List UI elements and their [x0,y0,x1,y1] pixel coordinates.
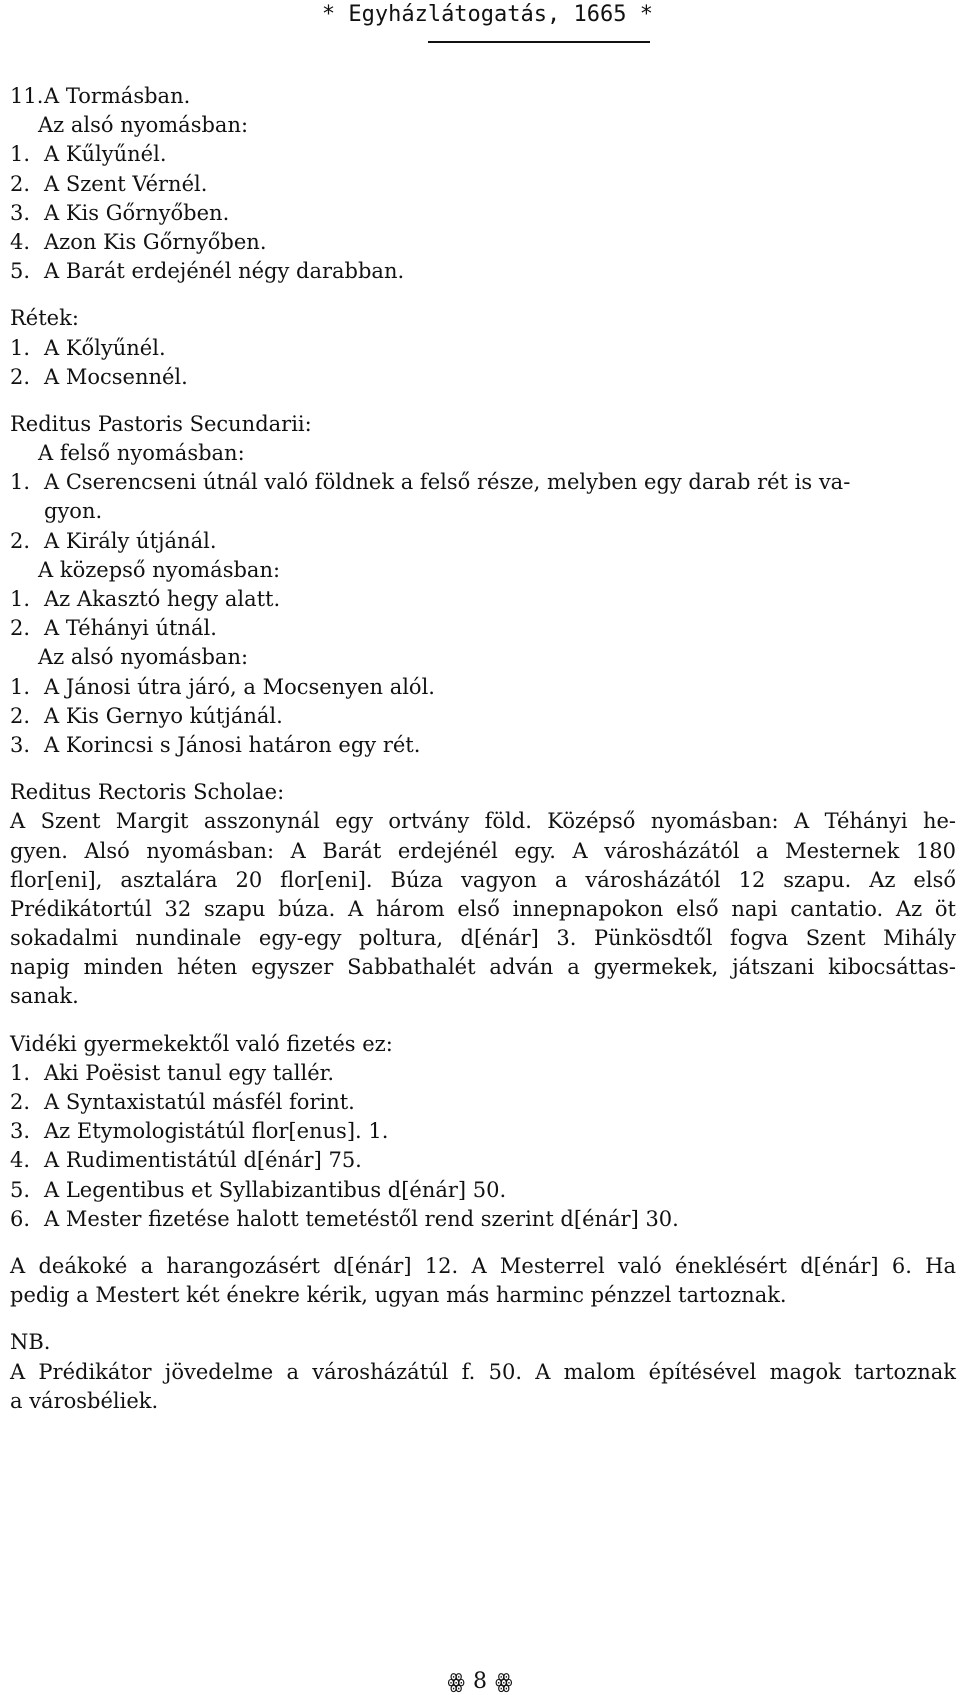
paragraph-line: A deákoké a harangozásért d[énár] 12. A Mesterrel való éneklésért d[énár] 6. Ha [10,1253,956,1278]
paragraph [10,1358,956,1416]
subheading: Az alsó nyomásban: [38,645,249,670]
spacer [10,1012,956,1030]
page-footer [0,1668,960,1695]
section-pastor [10,410,956,760]
header-rule [428,41,650,43]
section-retek [10,304,956,392]
section-heading: NB. [10,1330,51,1355]
list-item [10,1205,956,1234]
item-number: 5. [10,259,31,284]
subheading: Az alsó nyomásban: [38,113,249,138]
subheading: A közepső nyomásban: [38,557,281,582]
list-item [10,363,956,392]
item-text: A Mester fizetése halott temetéstől rend szerint d[énár] 30. [44,1206,679,1231]
list-item [10,1176,956,1205]
list-item [10,170,956,199]
paragraph-line: A Prédikátor jövedelme a városházátúl f. 50. A malom építésével magok tartoznak [10,1359,956,1384]
item-text: A Kőlyűnél. [44,335,166,360]
paragraph-line: a városbéliek. [10,1388,159,1413]
list-item [10,1059,956,1088]
item-number: 2. [10,171,31,196]
spacer [10,392,956,410]
item-number: 6. [10,1206,31,1231]
section-heading: Rétek: [10,306,79,331]
spacer [10,1234,956,1252]
item-number: 1. [10,1060,31,1085]
item-text: A Barát erdejénél négy darabban. [44,259,405,284]
paragraph-line: sanak. [10,984,79,1009]
list-item [10,673,956,702]
item-text: A Korincsi s Jánosi határon egy rét. [44,732,421,757]
spacer [10,760,956,778]
item-number: 1. [10,142,31,167]
item-number: 2. [10,1090,31,1114]
page-number: 8 [473,1669,487,1694]
item-text: Az Akasztó hegy alatt. [44,587,281,611]
list-item [10,527,956,556]
item-text: A Király útjánál. [44,528,217,553]
item-number: 3. [10,732,31,757]
section-heading: Vidéki gyermekektől való fizetés ez: [10,1031,393,1056]
list-item [10,140,956,169]
paragraph-line: napig minden héten egyszer Sabbathalét adván a gyermekek, játszani kibocsáttas- [10,955,956,980]
item-text: A Kis Gőrnyőben. [44,200,230,225]
item-number: 4. [10,229,31,254]
item-number: 2. [10,528,31,553]
item-number: 1. [10,335,31,360]
item-number: 4. [10,1148,31,1173]
paragraph-line: flor[eni], asztalára 20 flor[eni]. Búza vagyon a városházától 12 szapu. Az első [10,867,956,892]
item-text: Azon Kis Gőrnyőben. [44,229,267,254]
item-number: 3. [10,200,31,225]
list-item [10,702,956,731]
section-heading: Reditus Rectoris Scholae: [10,780,285,805]
heading-text: A Tormásban. [44,84,191,108]
header-title: * Egyházlátogatás, 1665 * [321,2,653,27]
item-text: A Kis Gernyo kútjánál. [44,703,283,728]
item-text: A Téhányi útnál. [44,616,217,641]
item-text: A Jánosi útra járó, a Mocsenyen alól. [44,674,435,699]
item-text: A Cserencseni útnál való földnek a felső része, melyben egy darab rét is va- [44,470,851,495]
item-text: A Rudimentistátúl d[énár] 75. [44,1148,362,1173]
section-deak [10,1252,956,1310]
list-item [10,199,956,228]
spacer [10,286,956,304]
item-text: A Szent Vérnél. [44,171,208,196]
item-number: 11. [10,84,44,108]
item-number: 2. [10,703,31,728]
paragraph-line: gyen. Alsó nyomásban: A Barát erdejénél egy. A városházától a Mesternek 180 [10,838,956,863]
list-item [10,1088,956,1117]
section-nb [10,1328,956,1416]
paragraph-line: pedig a Mestert két énekre kérik, ugyan más harminc pénzzel tartoznak. [10,1283,787,1308]
list-item [10,1146,956,1175]
section-videki [10,1030,956,1234]
list-item [10,257,956,286]
paragraph-line: sokadalmi nundinale egy-egy poltura, d[énár] 3. Pünkösdtől fogva Szent Mihály [10,926,956,951]
list-item-continuation: gyon. [44,499,103,524]
ornament-right-icon: ꙮ [495,1669,513,1693]
item-number: 3. [10,1119,31,1144]
section-heading: Reditus Pastoris Secundarii: [10,411,312,436]
paragraph-line: A Szent Margit asszonynál egy ortvány föld. Középső nyomásban: A Téhányi he- [10,809,956,834]
item-text: A Legentibus et Syllabizantibus d[énár] 50. [44,1177,507,1202]
section-rector [10,778,956,1012]
list-item [10,614,956,643]
list-item [10,468,956,497]
document-body [10,82,956,1416]
list-item [10,228,956,257]
item-number: 2. [10,616,31,641]
item-text: A Kűlyűnél. [44,142,167,167]
list-item [10,585,956,614]
list-item [10,1117,956,1146]
item-number: 5. [10,1177,31,1202]
item-number: 1. [10,587,31,611]
paragraph [10,807,956,1011]
item-number: 1. [10,674,31,699]
item-text: Aki Poësist tanul egy tallér. [44,1060,335,1085]
item-text: A Syntaxistatúl másfél forint. [44,1090,355,1114]
spacer [10,1310,956,1328]
item-number: 1. [10,470,31,495]
item-text: A Mocsennél. [44,364,188,389]
section-heading [10,82,956,111]
paragraph-line: Prédikátortúl 32 szapu búza. A három első innepnapokon első napi cantatio. Az öt [10,896,956,921]
item-text: Az Etymologistátúl flor[enus]. 1. [44,1119,389,1144]
ornament-left-icon: ꙮ [447,1669,465,1693]
item-number: 2. [10,364,31,389]
list-item [10,334,956,363]
subheading: A felső nyomásban: [38,441,245,466]
list-item [10,731,956,760]
section-tormas [10,82,956,286]
